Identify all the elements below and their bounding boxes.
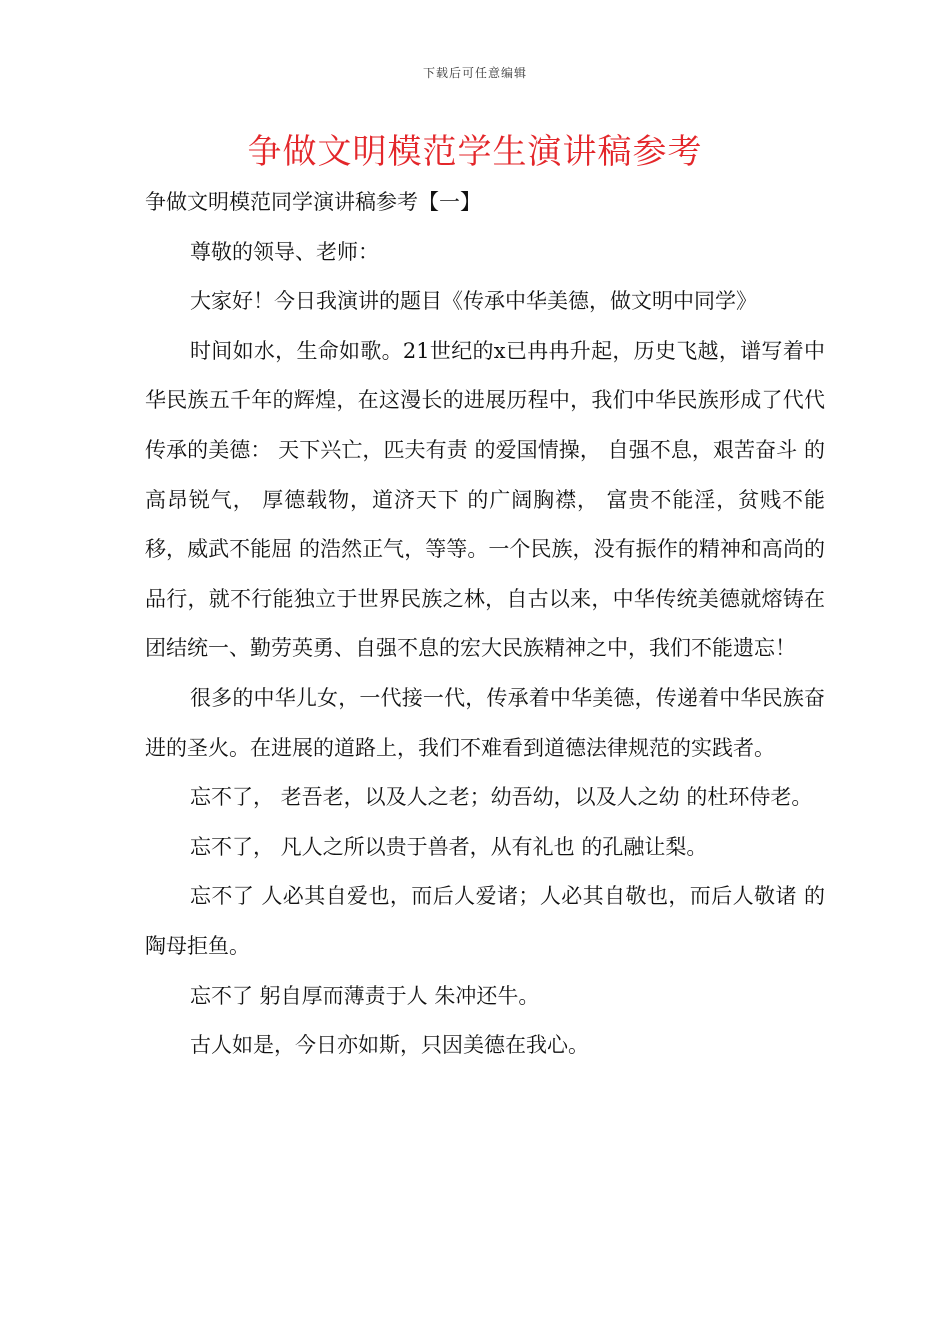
paragraph-kong-rong: 忘不了， 凡人之所以贵于兽者，从有礼也 的孔融让梨。	[190, 834, 708, 859]
paragraph-greeting: 尊敬的领导、老师：	[190, 239, 379, 264]
paragraph-opening: 大家好！今日我演讲的题目《传承中华美德，做文明中同学》	[190, 289, 757, 314]
page-header-note: 下载后可任意编辑	[422, 66, 527, 80]
document-subtitle: 争做文明模范同学演讲稿参考【一】	[145, 190, 481, 214]
paragraph-du-huan: 忘不了， 老吾老，以及人之老；幼吾幼，以及人之幼 的杜环侍老。	[190, 785, 813, 810]
paragraph-closing: 古人如是，今日亦如斯，只因美德在我心。	[190, 1033, 589, 1058]
document-body	[145, 178, 825, 1071]
paragraph-tao-mu: 忘不了 人必其自爱也，而后人爱诸；人必其自敬也，而后人敬诸 的陶母拒鱼。	[145, 884, 825, 958]
paragraph-inheritance: 很多的中华儿女，一代接一代，传承着中华美德，传递着中华民族奋进的圣火。在进展的道路上，我们不难看到道德法律规范的实践者。	[145, 685, 825, 760]
paragraph-history: 时间如水，生命如歌。21世纪的x已冉冉升起，历史飞越，谱写着中华民族五千年的辉煌，在这漫长的进展历程中，我们中华民族形成了代代传承的美德： 天下兴亡，匹夫有责 的爱国情操， 自强不息，艰苦奋斗 的高昂锐气， 厚德载物，道济天下 的广阔胸襟， 富贵不能淫，贫贱不能移，威武不能屈 的浩然正气，等等。一个民族，没有振作的精神和高尚的品行，就不行能独立于世界民族之林，自古以来，中华传统美德就熔铸在团结统一、勤劳英勇、自强不息的宏大民族精神之中，我们不能遗忘！	[145, 338, 825, 661]
paragraph-zhu-chong: 忘不了 躬自厚而薄责于人 朱冲还牛。	[190, 983, 540, 1008]
document-title: 争做文明模范学生演讲稿参考	[247, 132, 703, 172]
